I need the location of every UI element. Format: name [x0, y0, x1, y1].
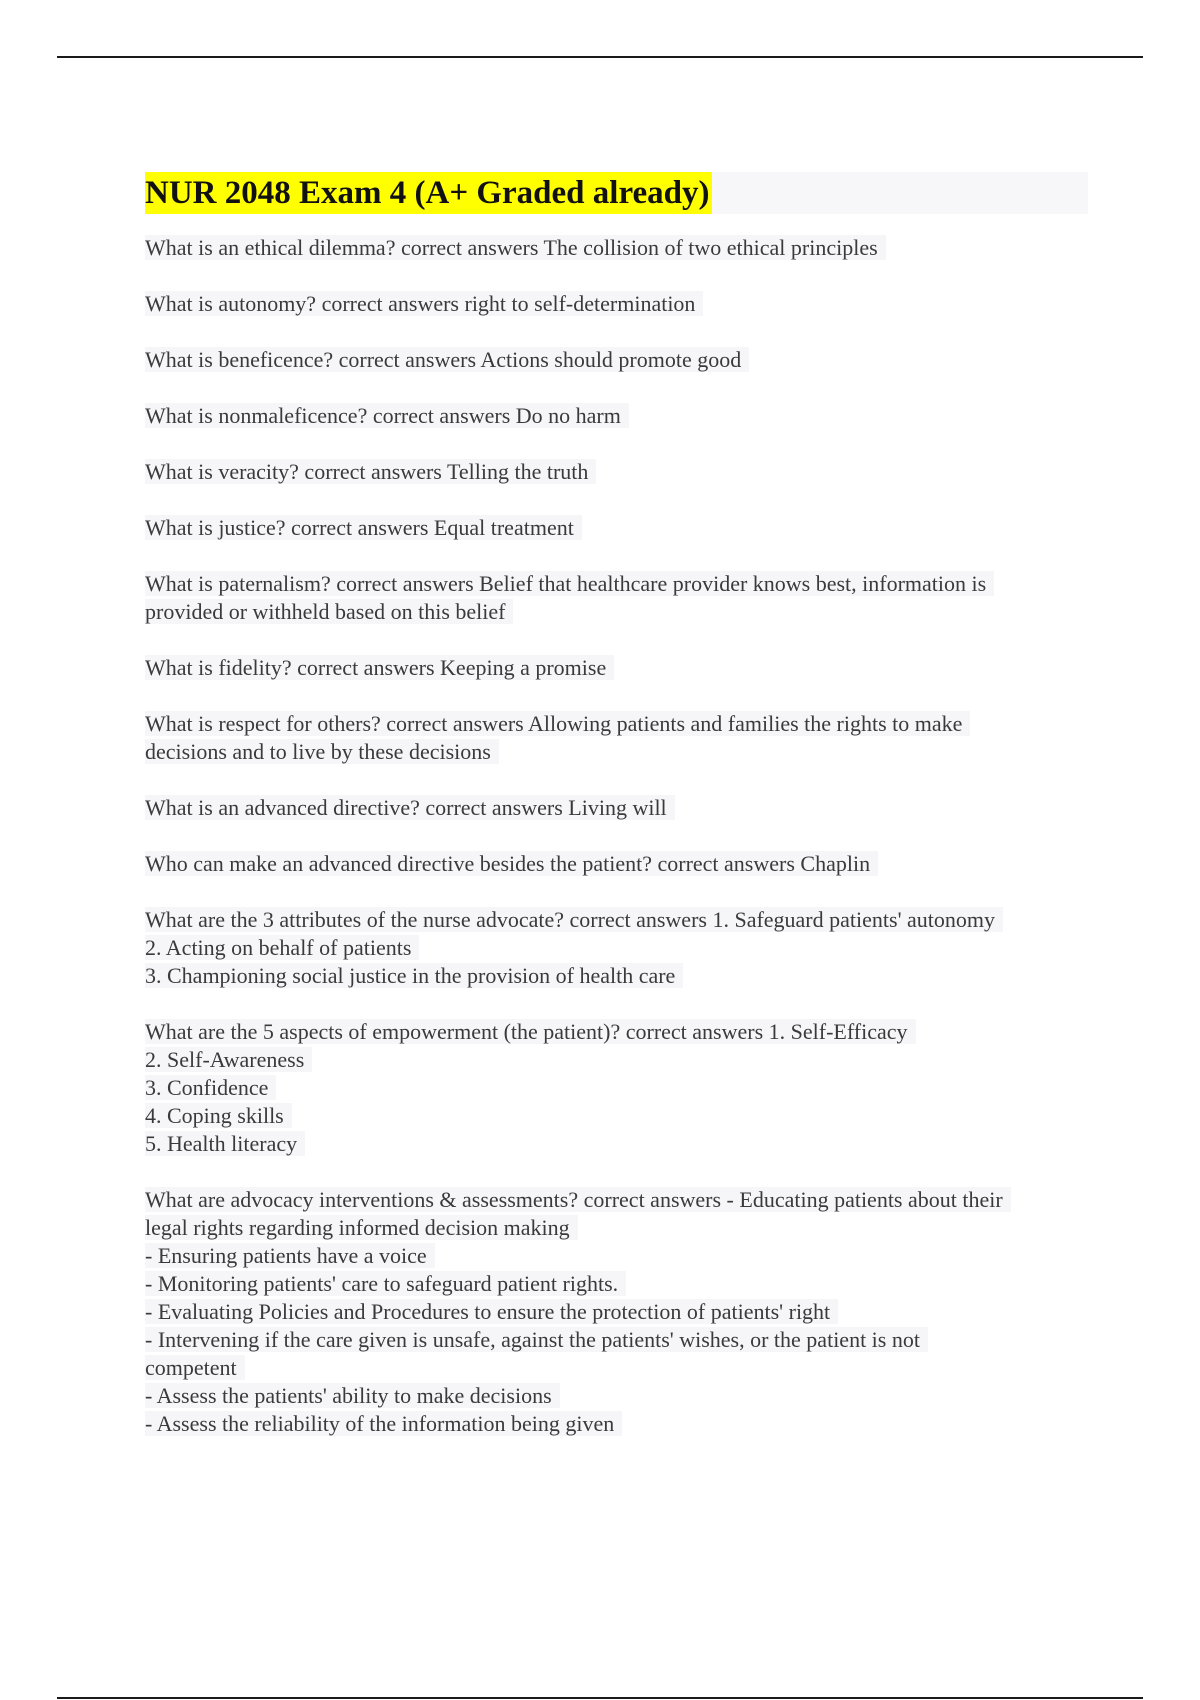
qa-entry: [145, 1018, 1090, 1158]
qa-line: What are the 5 aspects of empowerment (the patient)? correct answers 1. Self-Efficacy: [145, 1019, 916, 1044]
qa-entry: [145, 346, 1090, 374]
qa-line: - Intervening if the care given is unsafe, against the patients' wishes, or the patient is not: [145, 1327, 928, 1352]
qa-entry: [145, 514, 1090, 542]
qa-line: What is fidelity? correct answers Keeping a promise: [145, 655, 614, 680]
qa-line: provided or withheld based on this belief: [145, 599, 513, 624]
qa-entry: [145, 654, 1090, 682]
qa-line: What is nonmaleficence? correct answers Do no harm: [145, 403, 629, 428]
header-rule: [57, 56, 1143, 58]
qa-line: What is veracity? correct answers Telling the truth: [145, 459, 596, 484]
qa-line: What is justice? correct answers Equal treatment: [145, 515, 582, 540]
qa-line: Who can make an advanced directive besides the patient? correct answers Chaplin: [145, 851, 878, 876]
qa-line: What is beneficence? correct answers Actions should promote good: [145, 347, 749, 372]
qa-line: What is an ethical dilemma? correct answers The collision of two ethical principles: [145, 235, 886, 260]
qa-entry: [145, 710, 1090, 766]
qa-line: - Assess the reliability of the information being given: [145, 1411, 622, 1436]
qa-line: What is an advanced directive? correct answers Living will: [145, 795, 675, 820]
qa-entry: [145, 234, 1090, 262]
qa-line: What is autonomy? correct answers right to self-determination: [145, 291, 703, 316]
qa-line: - Evaluating Policies and Procedures to ensure the protection of patients' right: [145, 1299, 838, 1324]
qa-entry: [145, 850, 1090, 878]
qa-entry: [145, 402, 1090, 430]
qa-line: competent: [145, 1355, 245, 1380]
qa-line: What are advocacy interventions & assessments? correct answers - Educating patients about their: [145, 1187, 1011, 1212]
qa-line: 2. Acting on behalf of patients: [145, 935, 419, 960]
qa-line: legal rights regarding informed decision making: [145, 1215, 578, 1240]
qa-entry: [145, 1186, 1090, 1438]
qa-line: 2. Self-Awareness: [145, 1047, 312, 1072]
qa-line: - Monitoring patients' care to safeguard patient rights.: [145, 1271, 626, 1296]
document-title: NUR 2048 Exam 4 (A+ Graded already): [145, 172, 712, 214]
qa-line: 5. Health literacy: [145, 1131, 305, 1156]
qa-line: What is respect for others? correct answers Allowing patients and families the rights to make: [145, 711, 970, 736]
qa-entry: [145, 458, 1090, 486]
qa-line: 4. Coping skills: [145, 1103, 292, 1128]
title-band: [145, 172, 1088, 214]
document-body: [145, 172, 1090, 1466]
qa-entry: [145, 906, 1090, 990]
qa-line: - Ensuring patients have a voice: [145, 1243, 435, 1268]
qa-list: [145, 234, 1090, 1438]
footer-rule: [57, 1697, 1143, 1699]
qa-line: - Assess the patients' ability to make decisions: [145, 1383, 560, 1408]
qa-line: What are the 3 attributes of the nurse advocate? correct answers 1. Safeguard patients' autonomy: [145, 907, 1003, 932]
qa-line: 3. Championing social justice in the provision of health care: [145, 963, 683, 988]
qa-entry: [145, 570, 1090, 626]
qa-line: 3. Confidence: [145, 1075, 276, 1100]
qa-entry: [145, 290, 1090, 318]
qa-line: decisions and to live by these decisions: [145, 739, 499, 764]
qa-line: What is paternalism? correct answers Belief that healthcare provider knows best, information is: [145, 571, 994, 596]
qa-entry: [145, 794, 1090, 822]
